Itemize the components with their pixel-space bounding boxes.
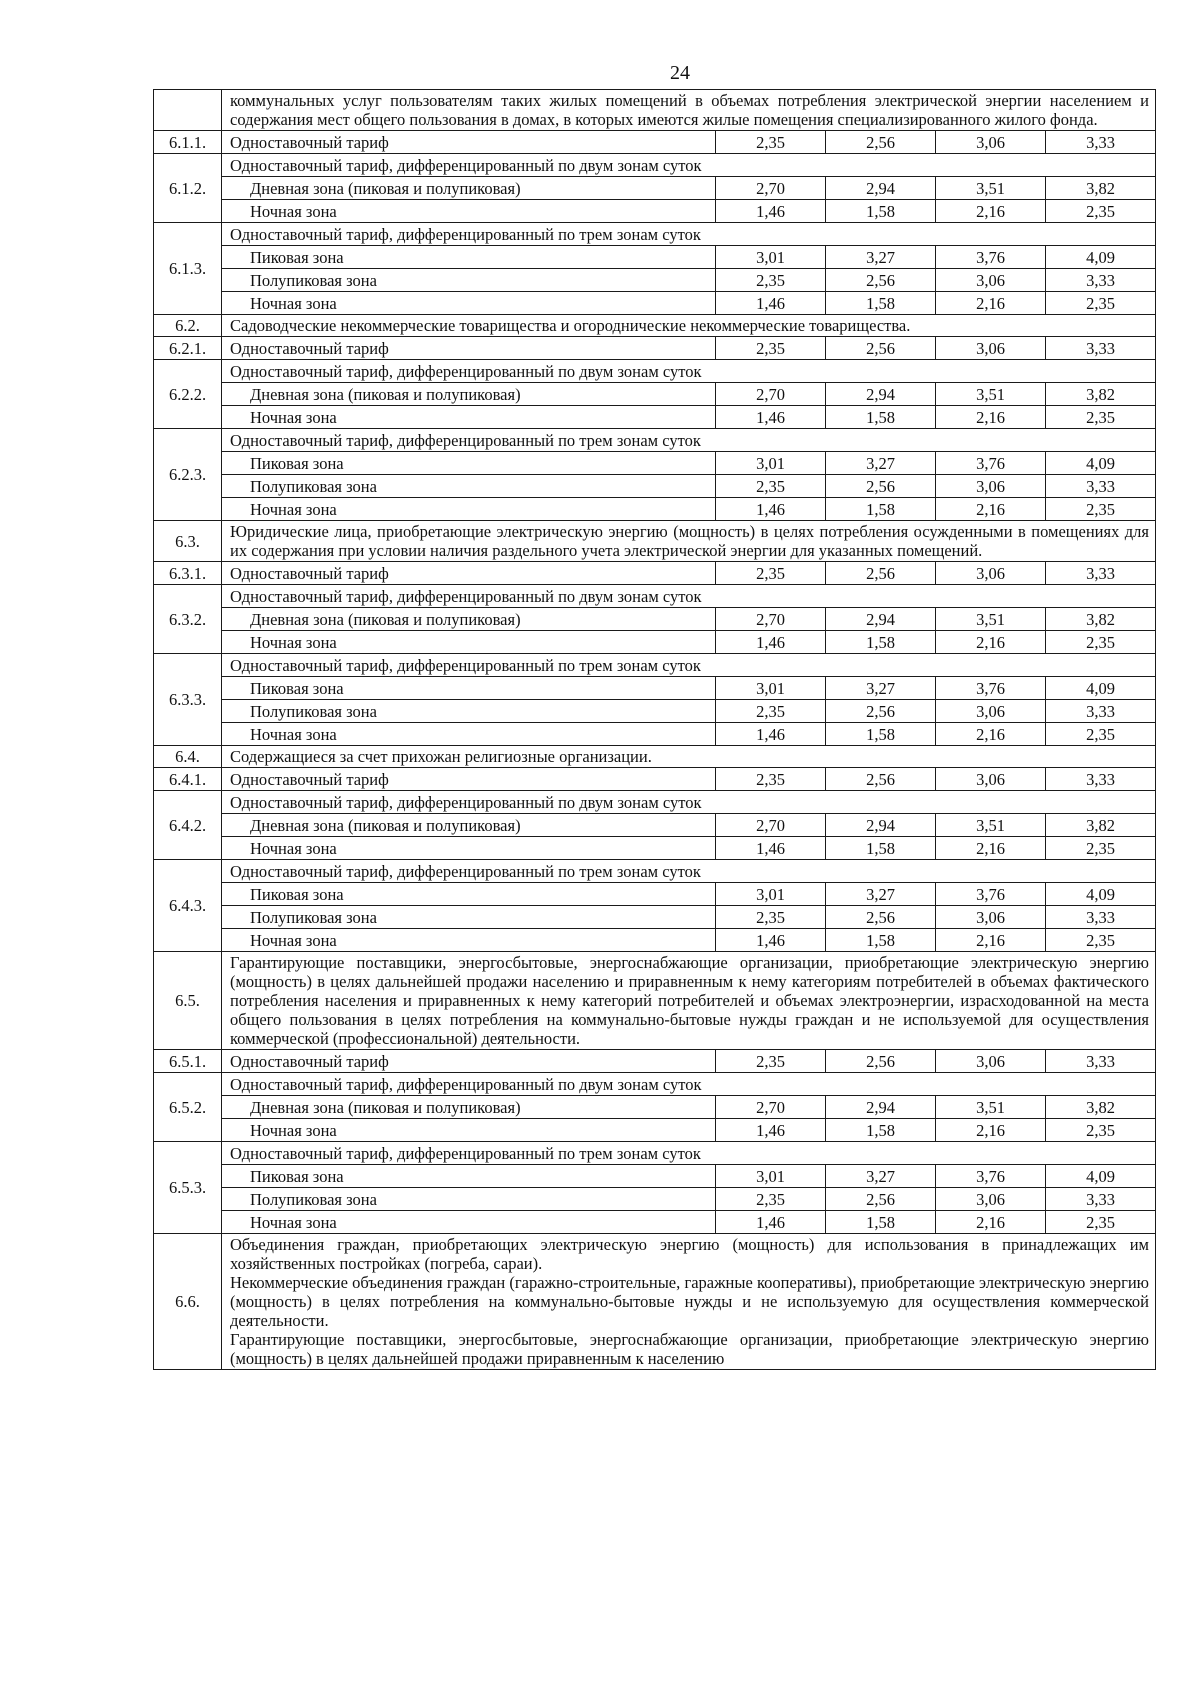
tariff-value: 3,27 (826, 246, 936, 269)
tariff-value: 2,35 (716, 1050, 826, 1073)
tariff-value: 2,35 (716, 700, 826, 723)
tariff-value: 3,33 (1046, 768, 1156, 791)
tariff-value: 2,56 (826, 562, 936, 585)
tariff-value: 3,33 (1046, 562, 1156, 585)
row-number: 6.1.1. (154, 131, 222, 154)
section-row (154, 746, 1156, 768)
tariff-value: 4,09 (1046, 883, 1156, 906)
tariff-value: 2,35 (716, 1188, 826, 1211)
tariff-value: 3,33 (1046, 1050, 1156, 1073)
tariff-value: 3,76 (936, 883, 1046, 906)
zone-row (154, 1096, 1156, 1119)
tariff-value: 3,01 (716, 452, 826, 475)
tariff-value: 2,70 (716, 177, 826, 200)
zone-row (154, 723, 1156, 746)
tariff-value: 2,16 (936, 929, 1046, 952)
tariff-value: 2,56 (826, 1188, 936, 1211)
section-row (154, 952, 1156, 1050)
page-number: 24 (670, 62, 690, 84)
section-description (222, 1234, 1156, 1370)
section-description: Садоводческие некоммерческие товарищества и огороднические некоммерческие товарищества. (222, 315, 1156, 337)
tariff-value: 1,46 (716, 406, 826, 429)
tariff-value: 2,70 (716, 1096, 826, 1119)
tariff-value: 2,16 (936, 292, 1046, 315)
zone-label: Ночная зона (222, 1211, 716, 1234)
tariff-value: 3,01 (716, 677, 826, 700)
zone-row (154, 631, 1156, 654)
section-paragraph: Объединения граждан, приобретающих электрическую энергию (мощность) для использования в принадлежащих им хозяйственных постройках (погреба, сараи). (230, 1235, 1149, 1273)
tariff-group-title: Одноставочный тариф, дифференцированный по трем зонам суток (222, 654, 1156, 677)
tariff-value: 2,35 (1046, 498, 1156, 521)
tariff-value: 3,06 (936, 562, 1046, 585)
tariff-value: 3,06 (936, 906, 1046, 929)
tariff-value: 3,51 (936, 608, 1046, 631)
tariff-value: 4,09 (1046, 452, 1156, 475)
tariff-value: 1,46 (716, 200, 826, 223)
zone-row (154, 1211, 1156, 1234)
tariff-value: 2,35 (716, 337, 826, 360)
tariff-value: 2,35 (1046, 723, 1156, 746)
tariff-value: 1,46 (716, 292, 826, 315)
tariff-value: 2,35 (1046, 1211, 1156, 1234)
tariff-value: 3,76 (936, 452, 1046, 475)
tariff-value: 2,35 (1046, 929, 1156, 952)
tariff-value: 2,35 (1046, 292, 1156, 315)
tariff-value: 4,09 (1046, 1165, 1156, 1188)
tariff-value: 3,76 (936, 1165, 1046, 1188)
section-description: Содержащиеся за счет прихожан религиозные организации. (222, 746, 1156, 768)
tariff-value: 2,35 (1046, 406, 1156, 429)
row-number: 6.4.1. (154, 768, 222, 791)
tariff-value: 3,06 (936, 475, 1046, 498)
zone-row (154, 929, 1156, 952)
tariff-group-title: Одноставочный тариф, дифференцированный по двум зонам суток (222, 360, 1156, 383)
zone-label: Полупиковая зона (222, 475, 716, 498)
tariff-value: 2,35 (716, 906, 826, 929)
zone-label: Пиковая зона (222, 246, 716, 269)
zone-row (154, 700, 1156, 723)
row-number: 6.3.1. (154, 562, 222, 585)
zone-row (154, 883, 1156, 906)
tariff-value: 3,27 (826, 883, 936, 906)
tariff-group-header (154, 585, 1156, 608)
tariff-value: 1,58 (826, 1211, 936, 1234)
zone-row (154, 498, 1156, 521)
zone-label: Ночная зона (222, 929, 716, 952)
tariff-label: Одноставочный тариф (222, 562, 716, 585)
tariff-value: 2,56 (826, 700, 936, 723)
zone-label: Ночная зона (222, 837, 716, 860)
tariff-group-header (154, 654, 1156, 677)
tariff-group-title: Одноставочный тариф, дифференцированный по двум зонам суток (222, 1073, 1156, 1096)
section-description: коммунальных услуг пользователям таких жилых помещений в объемах потребления электрической энергии населением и содержания мест общего пользования в домах, в которых имеются жилые помещения специализированного жилого фонда. (222, 90, 1156, 131)
row-number: 6.3.3. (154, 654, 222, 746)
tariff-label: Одноставочный тариф (222, 131, 716, 154)
row-number: 6.1.3. (154, 223, 222, 315)
section-description: Гарантирующие поставщики, энергосбытовые, энергоснабжающие организации, приобретающие электрическую энергию (мощность) в целях дальнейшей продажи населению и приравненным к нему категориям потребителей в объемах фактического потребления населения и приравненных к нему категорий потребителей и объемах электроэнергии, израсходованной на места общего пользования в целях потребления на коммунально-бытовые нужды граждан и не используемой для осуществления коммерческой (профессиональной) деятельности. (222, 952, 1156, 1050)
section-row (154, 1234, 1156, 1370)
tariff-value: 2,94 (826, 814, 936, 837)
row-number: 6.5.3. (154, 1142, 222, 1234)
zone-label: Полупиковая зона (222, 269, 716, 292)
tariff-value: 3,33 (1046, 1188, 1156, 1211)
tariff-value: 1,58 (826, 498, 936, 521)
tariff-value: 3,82 (1046, 814, 1156, 837)
zone-label: Ночная зона (222, 406, 716, 429)
tariff-value: 3,33 (1046, 337, 1156, 360)
zone-row (154, 608, 1156, 631)
zone-row (154, 1119, 1156, 1142)
tariff-value: 1,46 (716, 929, 826, 952)
tariff-value: 2,16 (936, 200, 1046, 223)
tariff-value: 2,56 (826, 131, 936, 154)
tariff-value: 1,58 (826, 1119, 936, 1142)
tariff-value: 3,06 (936, 269, 1046, 292)
tariff-value: 2,35 (716, 562, 826, 585)
zone-label: Ночная зона (222, 498, 716, 521)
row-number: 6.5.2. (154, 1073, 222, 1142)
row-number: 6.2. (154, 315, 222, 337)
tariff-value: 1,58 (826, 723, 936, 746)
tariff-group-title: Одноставочный тариф, дифференцированный по трем зонам суток (222, 223, 1156, 246)
tariff-row (154, 337, 1156, 360)
tariff-group-header (154, 1073, 1156, 1096)
tariff-group-header (154, 860, 1156, 883)
tariff-group-title: Одноставочный тариф, дифференцированный по двум зонам суток (222, 154, 1156, 177)
section-row (154, 90, 1156, 131)
zone-label: Ночная зона (222, 292, 716, 315)
row-number: 6.2.1. (154, 337, 222, 360)
tariff-value: 2,35 (716, 131, 826, 154)
row-number: 6.6. (154, 1234, 222, 1370)
zone-label: Полупиковая зона (222, 906, 716, 929)
zone-row (154, 269, 1156, 292)
zone-row (154, 246, 1156, 269)
row-number: 6.5.1. (154, 1050, 222, 1073)
tariff-value: 2,16 (936, 406, 1046, 429)
tariff-value: 1,46 (716, 723, 826, 746)
zone-row (154, 1165, 1156, 1188)
row-number: 6.2.3. (154, 429, 222, 521)
zone-row (154, 814, 1156, 837)
row-number: 6.4.2. (154, 791, 222, 860)
zone-label: Дневная зона (пиковая и полупиковая) (222, 1096, 716, 1119)
tariff-value: 2,56 (826, 475, 936, 498)
tariff-value: 2,70 (716, 383, 826, 406)
tariff-row (154, 1050, 1156, 1073)
row-number: 6.3.2. (154, 585, 222, 654)
section-paragraph: Гарантирующие поставщики, энергосбытовые, энергоснабжающие организации, приобретающие электрическую энергию (мощность) в целях дальнейшей продажи приравненным к населению (230, 1330, 1149, 1368)
tariff-value: 2,56 (826, 906, 936, 929)
row-number: 6.1.2. (154, 154, 222, 223)
tariff-value: 3,76 (936, 246, 1046, 269)
tariff-value: 3,82 (1046, 383, 1156, 406)
tariff-value: 2,16 (936, 1211, 1046, 1234)
zone-label: Пиковая зона (222, 883, 716, 906)
tariff-value: 2,56 (826, 1050, 936, 1073)
tariff-value: 3,82 (1046, 177, 1156, 200)
tariff-value: 1,58 (826, 929, 936, 952)
tariff-value: 3,51 (936, 383, 1046, 406)
zone-label: Ночная зона (222, 1119, 716, 1142)
tariff-value: 3,01 (716, 246, 826, 269)
tariff-value: 3,33 (1046, 906, 1156, 929)
row-number: 6.4. (154, 746, 222, 768)
section-paragraph: Некоммерческие объединения граждан (гаражно-строительные, гаражные кооперативы), приобретающие электрическую энергию (мощность) в целях потребления на коммунально-бытовые нужды и не используемую для осуществления коммерческой деятельности. (230, 1273, 1149, 1330)
tariff-value: 3,06 (936, 768, 1046, 791)
tariff-value: 1,58 (826, 631, 936, 654)
tariff-value: 2,94 (826, 1096, 936, 1119)
zone-row (154, 677, 1156, 700)
tariff-value: 2,16 (936, 498, 1046, 521)
tariff-value: 2,94 (826, 608, 936, 631)
tariff-group-header (154, 223, 1156, 246)
tariff-value: 2,70 (716, 608, 826, 631)
section-row (154, 315, 1156, 337)
tariff-value: 3,27 (826, 677, 936, 700)
zone-label: Дневная зона (пиковая и полупиковая) (222, 383, 716, 406)
zone-row (154, 200, 1156, 223)
tariff-value: 3,33 (1046, 700, 1156, 723)
tariff-value: 2,94 (826, 383, 936, 406)
tariff-value: 3,82 (1046, 1096, 1156, 1119)
zone-row (154, 452, 1156, 475)
tariff-value: 3,33 (1046, 475, 1156, 498)
zone-label: Ночная зона (222, 631, 716, 654)
zone-row (154, 837, 1156, 860)
zone-row (154, 177, 1156, 200)
zone-label: Дневная зона (пиковая и полупиковая) (222, 177, 716, 200)
tariff-value: 2,94 (826, 177, 936, 200)
tariff-label: Одноставочный тариф (222, 1050, 716, 1073)
tariff-value: 3,01 (716, 883, 826, 906)
tariff-value: 3,33 (1046, 269, 1156, 292)
tariff-value: 1,46 (716, 1211, 826, 1234)
tariff-row (154, 768, 1156, 791)
tariff-value: 1,46 (716, 498, 826, 521)
tariff-value: 3,06 (936, 700, 1046, 723)
zone-label: Ночная зона (222, 723, 716, 746)
tariff-value: 1,46 (716, 631, 826, 654)
tariff-value: 3,51 (936, 177, 1046, 200)
tariff-value: 2,35 (716, 475, 826, 498)
zone-label: Полупиковая зона (222, 700, 716, 723)
tariff-group-header (154, 360, 1156, 383)
zone-label: Пиковая зона (222, 452, 716, 475)
tariff-value: 2,35 (1046, 200, 1156, 223)
tariff-value: 1,58 (826, 837, 936, 860)
tariff-value: 3,82 (1046, 608, 1156, 631)
tariff-value: 2,35 (1046, 837, 1156, 860)
tariff-group-title: Одноставочный тариф, дифференцированный по трем зонам суток (222, 860, 1156, 883)
tariff-value: 3,06 (936, 337, 1046, 360)
zone-row (154, 1188, 1156, 1211)
zone-row (154, 383, 1156, 406)
zone-row (154, 292, 1156, 315)
tariff-value: 3,76 (936, 677, 1046, 700)
tariff-label: Одноставочный тариф (222, 768, 716, 791)
tariff-value: 1,58 (826, 406, 936, 429)
tariff-value: 2,35 (1046, 1119, 1156, 1142)
tariff-value: 1,46 (716, 1119, 826, 1142)
zone-label: Пиковая зона (222, 677, 716, 700)
tariff-value: 4,09 (1046, 677, 1156, 700)
tariff-value: 2,56 (826, 269, 936, 292)
tariff-row (154, 131, 1156, 154)
zone-row (154, 406, 1156, 429)
tariff-group-title: Одноставочный тариф, дифференцированный по трем зонам суток (222, 429, 1156, 452)
tariff-value: 4,09 (1046, 246, 1156, 269)
zone-row (154, 475, 1156, 498)
tariff-value: 3,01 (716, 1165, 826, 1188)
section-description: Юридические лица, приобретающие электрическую энергию (мощность) в целях потребления осужденными в помещениях для их содержания при условии наличия раздельного учета электрической энергии для указанных помещений. (222, 521, 1156, 562)
tariff-value: 2,35 (716, 269, 826, 292)
tariff-value: 3,06 (936, 1188, 1046, 1211)
tariff-value: 2,70 (716, 814, 826, 837)
tariff-group-title: Одноставочный тариф, дифференцированный по трем зонам суток (222, 1142, 1156, 1165)
tariff-group-header (154, 791, 1156, 814)
section-row (154, 521, 1156, 562)
row-number: 6.5. (154, 952, 222, 1050)
tariff-value: 2,35 (716, 768, 826, 791)
tariff-label: Одноставочный тариф (222, 337, 716, 360)
tariff-value: 3,06 (936, 1050, 1046, 1073)
row-number: 6.4.3. (154, 860, 222, 952)
zone-label: Дневная зона (пиковая и полупиковая) (222, 608, 716, 631)
tariff-value: 1,58 (826, 292, 936, 315)
tariff-value: 2,56 (826, 768, 936, 791)
tariff-value: 2,16 (936, 837, 1046, 860)
tariff-value: 3,33 (1046, 131, 1156, 154)
tariff-value: 1,58 (826, 200, 936, 223)
zone-label: Ночная зона (222, 200, 716, 223)
tariff-value: 3,51 (936, 1096, 1046, 1119)
zone-label: Полупиковая зона (222, 1188, 716, 1211)
tariff-value: 3,27 (826, 1165, 936, 1188)
tariff-value: 3,06 (936, 131, 1046, 154)
row-number: 6.2.2. (154, 360, 222, 429)
tariff-group-title: Одноставочный тариф, дифференцированный по двум зонам суток (222, 791, 1156, 814)
tariff-group-header (154, 154, 1156, 177)
tariff-value: 2,16 (936, 631, 1046, 654)
tariff-table (153, 89, 1156, 1370)
tariff-value: 2,16 (936, 1119, 1046, 1142)
tariff-value: 3,27 (826, 452, 936, 475)
tariff-value: 2,35 (1046, 631, 1156, 654)
zone-label: Дневная зона (пиковая и полупиковая) (222, 814, 716, 837)
zone-label: Пиковая зона (222, 1165, 716, 1188)
tariff-value: 1,46 (716, 837, 826, 860)
tariff-value: 2,56 (826, 337, 936, 360)
row-number (154, 90, 222, 131)
zone-row (154, 906, 1156, 929)
tariff-group-title: Одноставочный тариф, дифференцированный по двум зонам суток (222, 585, 1156, 608)
tariff-value: 3,51 (936, 814, 1046, 837)
tariff-group-header (154, 429, 1156, 452)
tariff-value: 2,16 (936, 723, 1046, 746)
row-number: 6.3. (154, 521, 222, 562)
tariff-group-header (154, 1142, 1156, 1165)
tariff-row (154, 562, 1156, 585)
